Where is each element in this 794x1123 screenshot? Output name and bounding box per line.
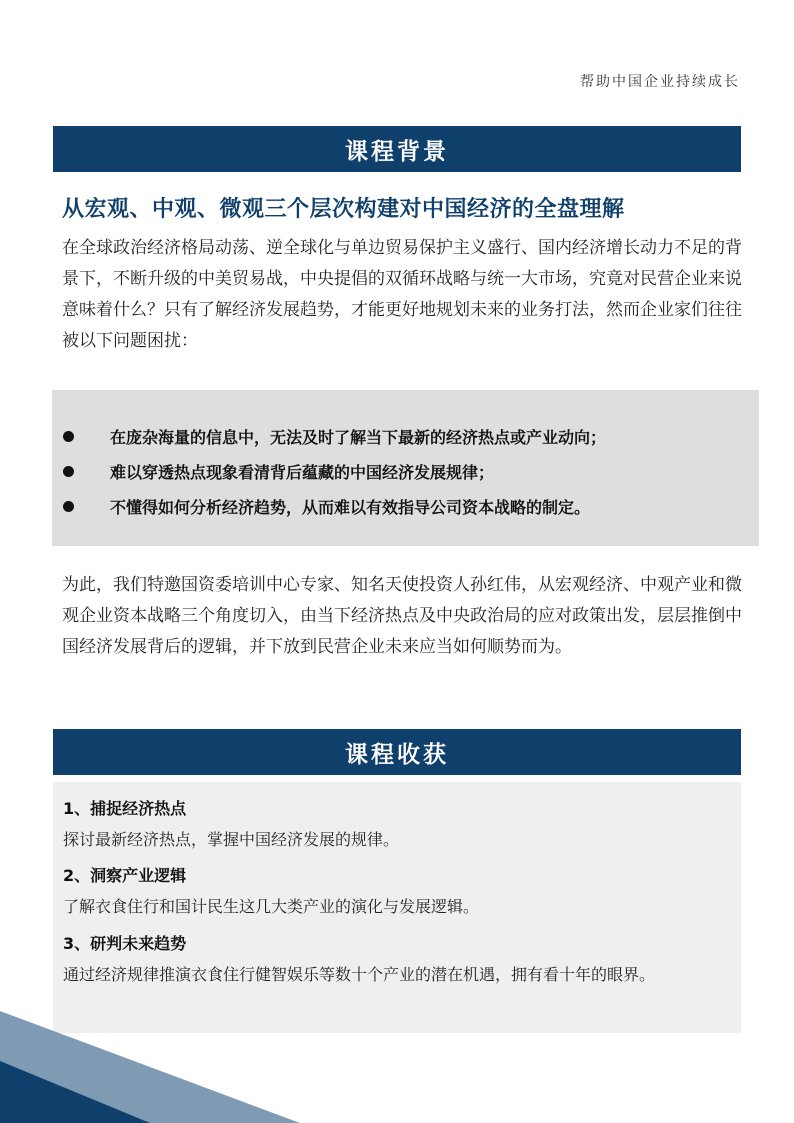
section-title-gains-text: 课程收获 bbox=[345, 741, 449, 768]
problem-item bbox=[52, 418, 759, 454]
bullet-dot-icon bbox=[63, 466, 74, 477]
corner-decoration bbox=[0, 1003, 794, 1123]
problem-list-box bbox=[52, 390, 759, 546]
section-title-gains bbox=[53, 729, 741, 775]
problem-item bbox=[52, 488, 759, 524]
gain-item-title: 3、研判未来趋势 bbox=[63, 934, 187, 953]
gain-item-desc: 通过经济规律推演衣食住行健智娱乐等数十个产业的潜在机遇，拥有看十年的眼界。 bbox=[63, 965, 656, 984]
gain-item-title: 2、洞察产业逻辑 bbox=[63, 866, 187, 885]
problem-item bbox=[52, 453, 759, 489]
problem-item-text: 难以穿透热点现象看清背后蕴藏的中国经济发展规律； bbox=[110, 462, 495, 482]
gain-item-desc: 了解衣食住行和国计民生这几大类产业的演化与发展逻辑。 bbox=[63, 897, 480, 916]
gain-item-desc: 探讨最新经济热点，掌握中国经济发展的规律。 bbox=[63, 830, 400, 849]
page-tagline: 帮助中国企业持续成长 bbox=[580, 74, 740, 90]
closing-paragraph: 为此，我们特邀国资委培训中心专家、知名天使投资人孙红伟，从宏观经济、中观产业和微观企业资本战略三个角度切入，由当下经济热点及中央政治局的应对政策出发，层层推倒中国经济发展背后的逻辑，并下放到民营企业未来应当如何顺势而为。 bbox=[62, 575, 742, 657]
bullet-dot-icon bbox=[63, 431, 74, 442]
section-title-background bbox=[53, 126, 741, 172]
section-title-background-text: 课程背景 bbox=[345, 138, 449, 165]
section-headline: 从宏观、中观、微观三个层次构建对中国经济的全盘理解 bbox=[62, 197, 625, 222]
problem-item-text: 不懂得如何分析经济趋势，从而难以有效指导公司资本战略的制定。 bbox=[110, 497, 591, 517]
gain-item-title: 1、捕捉经济热点 bbox=[63, 799, 187, 818]
bullet-dot-icon bbox=[63, 501, 74, 512]
problem-item-text: 在庞杂海量的信息中，无法及时了解当下最新的经济热点或产业动向； bbox=[110, 427, 607, 447]
intro-paragraph: 在全球政治经济格局动荡、逆全球化与单边贸易保护主义盛行、国内经济增长动力不足的背景下，不断升级的中美贸易战，中央提倡的双循环战略与统一大市场，究竟对民营企业来说意味着什么？只有了解经济发展趋势，才能更好地规划未来的业务打法，然而企业家们往往被以下问题困扰： bbox=[62, 238, 742, 351]
gains-box bbox=[53, 782, 741, 1033]
